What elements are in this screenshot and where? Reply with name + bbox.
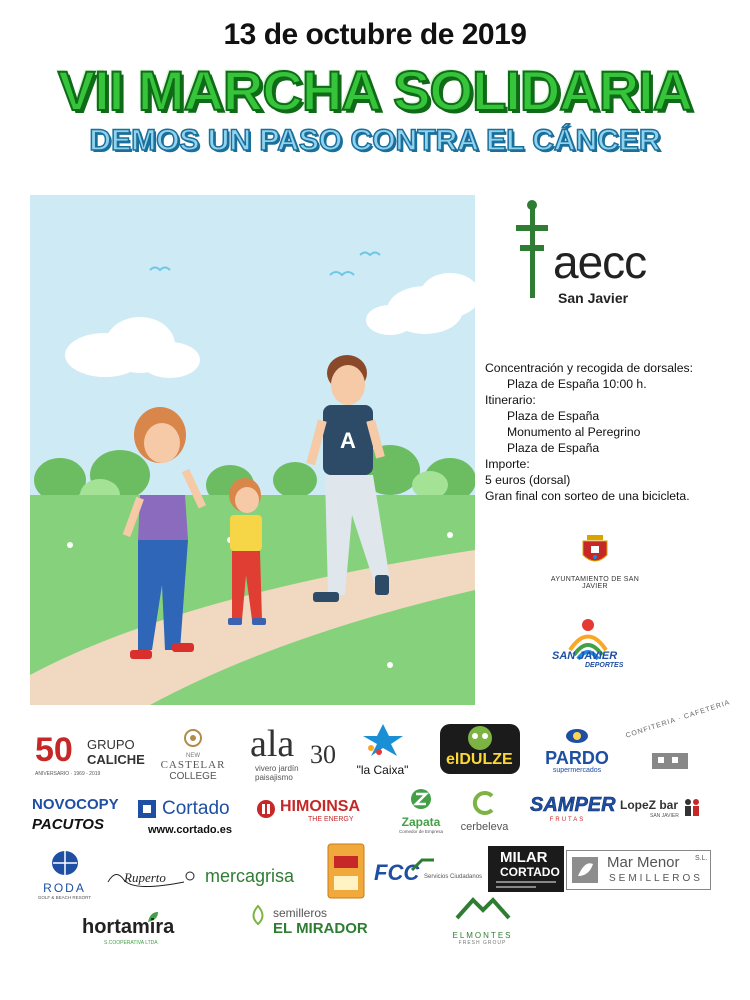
himoinsa-sub: THE ENERGY: [308, 816, 354, 823]
cerbeleva-icon: [472, 790, 498, 816]
elmontes-mountains-icon: [455, 896, 511, 920]
mar-menor-sub: SEMILLEROS: [609, 873, 703, 884]
castelar-name: CASTELAR: [160, 759, 226, 771]
info-line: Importe:: [485, 457, 530, 471]
ala-name: ala: [250, 723, 295, 765]
fcc-sub: Servicios Ciudadanos: [424, 874, 483, 880]
deportes-name: SAN JAVIER: [552, 650, 618, 662]
organizer-name: aecc: [553, 236, 647, 288]
confiteria-building-icon: [650, 747, 690, 771]
lacaixa-star-icon: [361, 722, 405, 758]
caliche-anniversary: 50: [35, 731, 73, 769]
caliche-name: CALICHE: [87, 752, 145, 767]
sponsor-lacaixa: [345, 722, 420, 782]
info-line: Gran final con sorteo de una bicicleta.: [485, 489, 690, 503]
info-line: Concentración y recogida de dorsales:: [485, 361, 693, 375]
sponsor-milar: [488, 846, 564, 892]
info-line: Itinerario:: [485, 393, 536, 407]
lopez-sub: SAN JAVIER: [650, 813, 679, 819]
sponsor-lopez-bar: [620, 798, 705, 824]
pardo-name: PARDO: [545, 748, 609, 768]
ala-sub1: vivero jardín: [255, 764, 299, 773]
pardo-chef-icon: [565, 728, 589, 744]
cerbeleva-name: cerbeleva: [460, 821, 509, 833]
dulze-name: elDULZE: [446, 751, 513, 768]
milar-lines-icon: [496, 880, 556, 890]
ruperto-swirl-icon: [104, 866, 199, 896]
roda-sub: GOLF & BEACH RESORT: [37, 895, 92, 900]
sponsor-cerbeleva: [452, 790, 517, 835]
castelar-college: COLLEGE: [169, 771, 217, 782]
samper-sub: FRUTAS: [549, 817, 586, 823]
hortamira-sub: S.COOPERATIVA LTDA: [104, 940, 158, 946]
cortado-name: Cortado: [162, 798, 230, 819]
elmontes-sub: FRESH GROUP: [458, 940, 507, 946]
sponsor-roda: [32, 850, 97, 902]
event-date: 13 de octubre de 2019: [223, 18, 527, 51]
ruperto-name: Ruperto: [124, 870, 166, 885]
ala-number: 30: [310, 740, 336, 769]
cross-of-lorraine-icon: [516, 200, 548, 298]
ayuntamiento-label: AYUNTAMIENTO DE SAN JAVIER: [550, 576, 640, 590]
fcc-name: FCC: [374, 860, 420, 885]
sponsor-cortado: [138, 798, 248, 840]
coat-of-arms-icon: [582, 535, 608, 567]
zapata-name: Zapata: [401, 815, 441, 829]
cortado-web: www.cortado.es: [148, 824, 232, 836]
elmontes-name: ELMONTES: [452, 931, 513, 940]
sponsor-fcc: [374, 860, 484, 886]
sponsor-himoinsa: [256, 798, 381, 828]
ala-sub2: paisajismo: [255, 773, 293, 782]
mar-menor-sl: S.L.: [695, 855, 708, 862]
roda-name: RODA: [43, 881, 86, 895]
sponsor-ruperto: [104, 866, 199, 896]
sponsor-mercagrisa: [205, 866, 320, 894]
dulze-character-icon: [463, 724, 497, 750]
lacaixa-name: "la Caixa": [356, 763, 409, 777]
mar-menor-name: Mar Menor: [607, 854, 680, 871]
sponsor-novocopy: [32, 796, 127, 836]
milar-name: MILAR: [500, 849, 548, 866]
hortamira-name: hortamira: [82, 916, 175, 938]
mar-menor-leaf-icon: [571, 856, 599, 884]
ayuntamiento-logo: [540, 535, 650, 590]
sponsor-samper: [530, 794, 616, 824]
himoinsa-icon: [256, 799, 276, 819]
sponsor-hortamira: [82, 910, 175, 948]
fcc-arrows-icon: [410, 858, 436, 872]
sponsor-confiteria: [620, 699, 732, 780]
milar-sub: CORTADO: [500, 865, 560, 879]
family-walking-illustration: [30, 195, 475, 705]
sponsor-mar-menor: [566, 850, 711, 890]
el-mirador-leaf-icon: [247, 904, 269, 926]
el-mirador-name: EL MIRADOR: [273, 920, 368, 937]
sponsor-product-bag: [326, 842, 366, 900]
zapata-z-icon: [410, 788, 432, 810]
event-subtitle: DEMOS UN PASO CONTRA EL CÁNCER: [89, 124, 661, 157]
info-line: Plaza de España: [507, 441, 600, 455]
el-mirador-top: semilleros: [273, 906, 328, 920]
cortado-icon: [138, 800, 156, 818]
organizer-city: San Javier: [558, 290, 629, 306]
caliche-years: ANIVERSARIO · 1969 - 2019: [35, 771, 101, 777]
himoinsa-name: HIMOINSA: [280, 798, 360, 815]
sponsor-pardo: [537, 728, 617, 776]
sponsor-zapata: [396, 788, 446, 838]
mercagrisa-name: mercagrisa: [205, 866, 295, 886]
event-title: VII MARCHA SOLIDARIA: [57, 59, 693, 122]
zapata-sub: Comedor de Empresa: [398, 829, 444, 834]
info-line: Monumento al Peregrino: [507, 425, 641, 439]
samper-name: SAMPER: [530, 794, 616, 816]
pacutos-name: PACUTOS: [32, 816, 104, 833]
sponsor-elmontes: [445, 896, 520, 946]
shirt-letter: A: [340, 428, 356, 453]
info-line: Plaza de España: [507, 409, 600, 423]
info-line: 5 euros (dorsal): [485, 473, 571, 487]
novocopy-name: NOVOCOPY: [32, 796, 119, 813]
confiteria-name: CONFITERIA · CAFETERIA: [625, 699, 732, 740]
deportes-sub: DEPORTES: [585, 662, 624, 669]
sponsor-ala: [250, 723, 340, 786]
sponsor-castelar: [158, 728, 228, 788]
event-info: [485, 360, 735, 504]
castelar-emblem-icon: [182, 728, 204, 748]
caliche-group: GRUPO: [87, 737, 135, 752]
sponsor-eldulze: [440, 724, 520, 774]
lopez-people-icon: [682, 798, 702, 818]
castelar-new: NEW: [186, 753, 200, 759]
sponsor-caliche: [35, 733, 160, 783]
lopez-name: LopeZ bar: [620, 798, 679, 812]
sponsor-el-mirador: [245, 904, 370, 944]
info-line: Plaza de España 10:00 h.: [507, 377, 647, 391]
pardo-sub: supermercados: [552, 767, 602, 774]
roda-globe-icon: [50, 850, 80, 876]
